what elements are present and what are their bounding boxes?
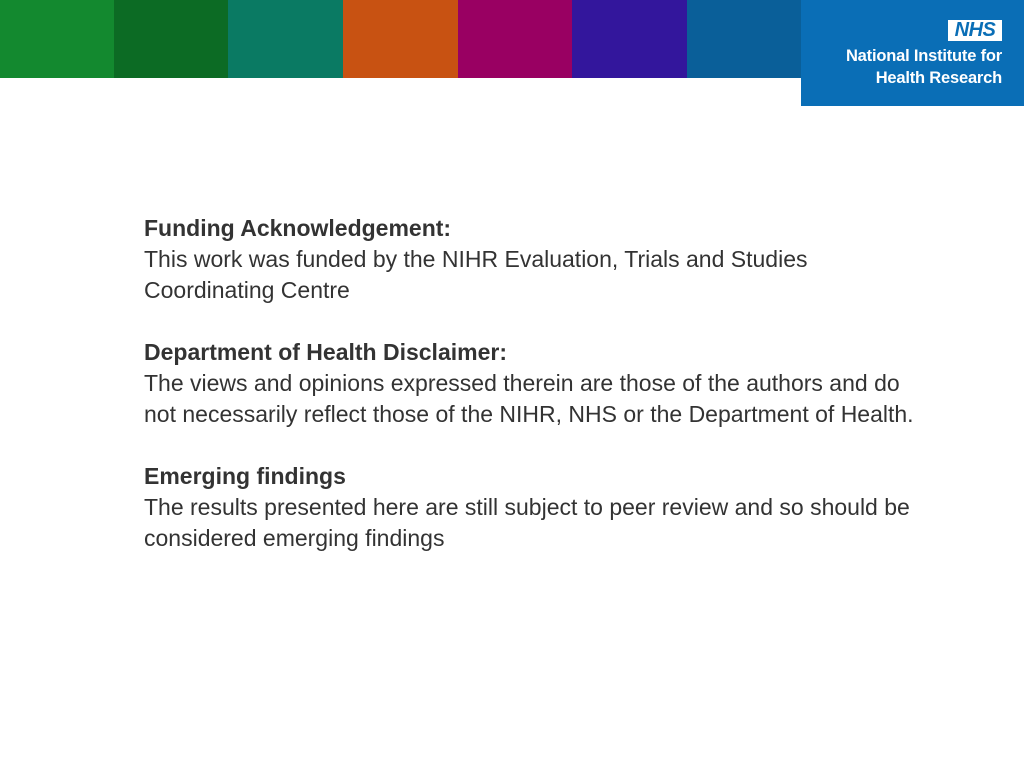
section-heading: Department of Health Disclaimer: (144, 339, 507, 365)
section-emerging-findings (144, 461, 934, 554)
nihr-logo (801, 0, 1024, 106)
section-body: The views and opinions expressed therein are those of the authors and do not necessarily reflect those of the NIHR, NHS or the Department of Health. (144, 370, 914, 427)
logo-line-1: National Institute for (845, 47, 1002, 65)
section-funding (144, 213, 934, 306)
section-body: The results presented here are still subject to peer review and so should be considered emerging findings (144, 494, 910, 551)
section-disclaimer (144, 337, 934, 430)
header-color-band (0, 0, 801, 78)
color-block-magenta (458, 0, 572, 78)
color-block-orange (343, 0, 458, 78)
color-block-purple (572, 0, 687, 78)
nhs-badge: NHS (948, 20, 1002, 41)
color-block-green (0, 0, 114, 78)
logo-line-2: Health Research (875, 69, 1002, 87)
color-block-blue (687, 0, 801, 78)
section-heading: Emerging findings (144, 463, 346, 489)
color-block-teal (228, 0, 343, 78)
color-block-dark-green (114, 0, 228, 78)
section-heading: Funding Acknowledgement: (144, 215, 452, 241)
section-body: This work was funded by the NIHR Evaluation, Trials and Studies Coordinating Centre (144, 246, 808, 303)
slide-content (144, 213, 934, 585)
